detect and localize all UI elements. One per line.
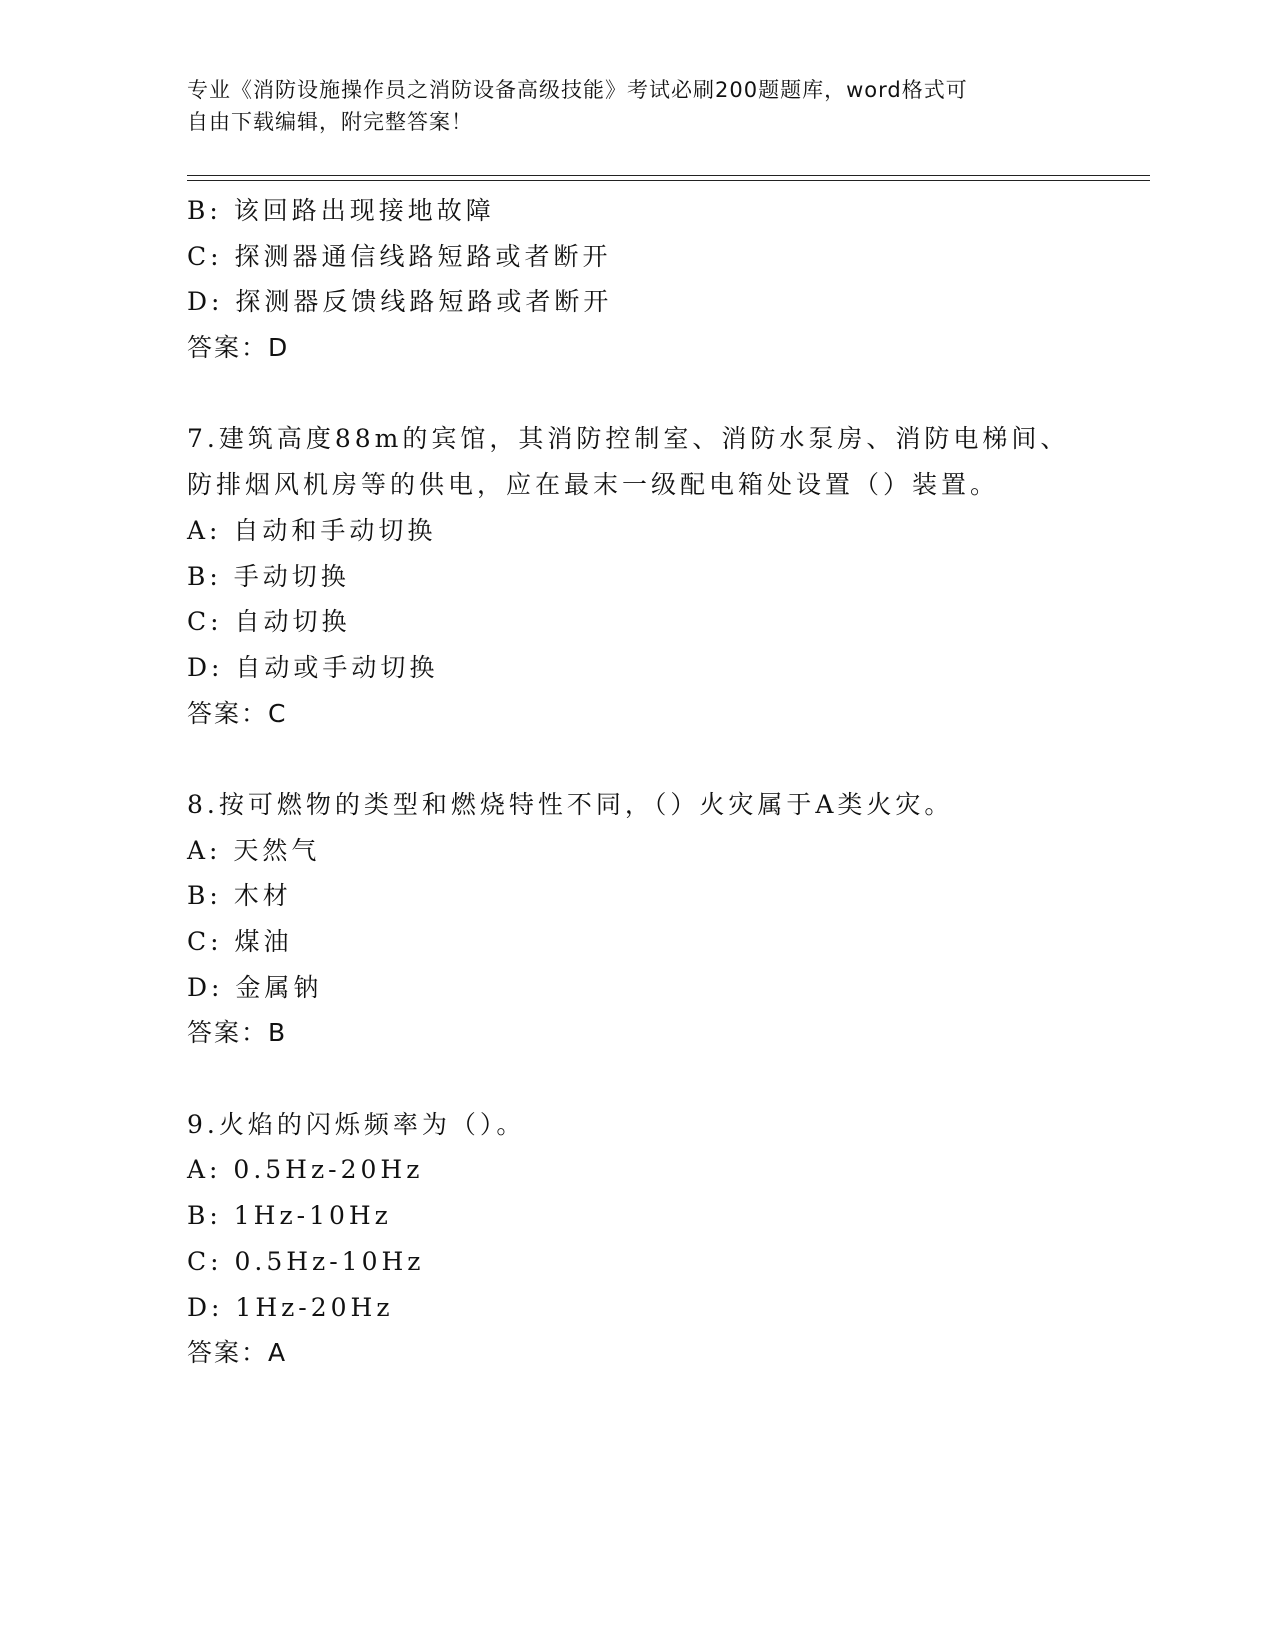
spacer bbox=[187, 1056, 1150, 1102]
question-stem: 防排烟风机房等的供电，应在最末一级配电箱处设置（）装置。 bbox=[187, 470, 1000, 500]
question-stem: 8.按可燃物的类型和燃烧特性不同，（）火灾属于A类火灾。 bbox=[187, 789, 954, 819]
option-d: D: 探测器反馈线路短路或者断开 bbox=[187, 287, 613, 317]
option-c: C: 0.5Hz-10Hz bbox=[187, 1246, 425, 1276]
option-c: C: 探测器通信线路短路或者断开 bbox=[187, 241, 612, 271]
option-d: D: 1Hz-20Hz bbox=[187, 1292, 394, 1322]
question-stem: 9.火焰的闪烁频率为（）。 bbox=[187, 1109, 526, 1139]
option-b: B: 木材 bbox=[187, 881, 292, 911]
option-d: D: 自动或手动切换 bbox=[187, 652, 439, 682]
document-header bbox=[187, 74, 1087, 138]
spacer bbox=[187, 371, 1150, 417]
option-b: B: 手动切换 bbox=[187, 561, 350, 591]
option-d: D: 金属钠 bbox=[187, 972, 323, 1002]
answer-line: 答案：A bbox=[187, 1338, 288, 1368]
header-divider-top bbox=[187, 175, 1150, 176]
question-8 bbox=[187, 782, 1150, 1056]
spacer bbox=[187, 736, 1150, 782]
option-c: C: 煤油 bbox=[187, 927, 293, 956]
question-7 bbox=[187, 416, 1150, 736]
answer-line: 答案：C bbox=[187, 698, 288, 728]
option-b: B: 1Hz-10Hz bbox=[187, 1201, 392, 1231]
question-9 bbox=[187, 1102, 1150, 1376]
option-b: B: 该回路出现接地故障 bbox=[187, 196, 495, 225]
option-c: C: 自动切换 bbox=[187, 607, 351, 637]
partial-question-6 bbox=[187, 188, 1150, 371]
answer-line: 答案：B bbox=[187, 1018, 288, 1048]
header-line-2: 自由下载编辑，附完整答案！ bbox=[187, 110, 473, 134]
option-a: A: 0.5Hz-20Hz bbox=[187, 1155, 424, 1185]
header-divider-bottom bbox=[187, 180, 1150, 181]
answer-line: 答案：D bbox=[187, 333, 290, 363]
option-a: A: 自动和手动切换 bbox=[187, 515, 437, 545]
header-line-1: 专业《消防设施操作员之消防设备高级技能》考试必刷200题题库，word格式可 bbox=[187, 78, 968, 102]
question-stem: 7.建筑高度88m的宾馆，其消防控制室、消防水泵房、消防电梯间、 bbox=[187, 424, 1070, 454]
option-a: A: 天然气 bbox=[187, 835, 321, 865]
question-content bbox=[187, 188, 1150, 1376]
